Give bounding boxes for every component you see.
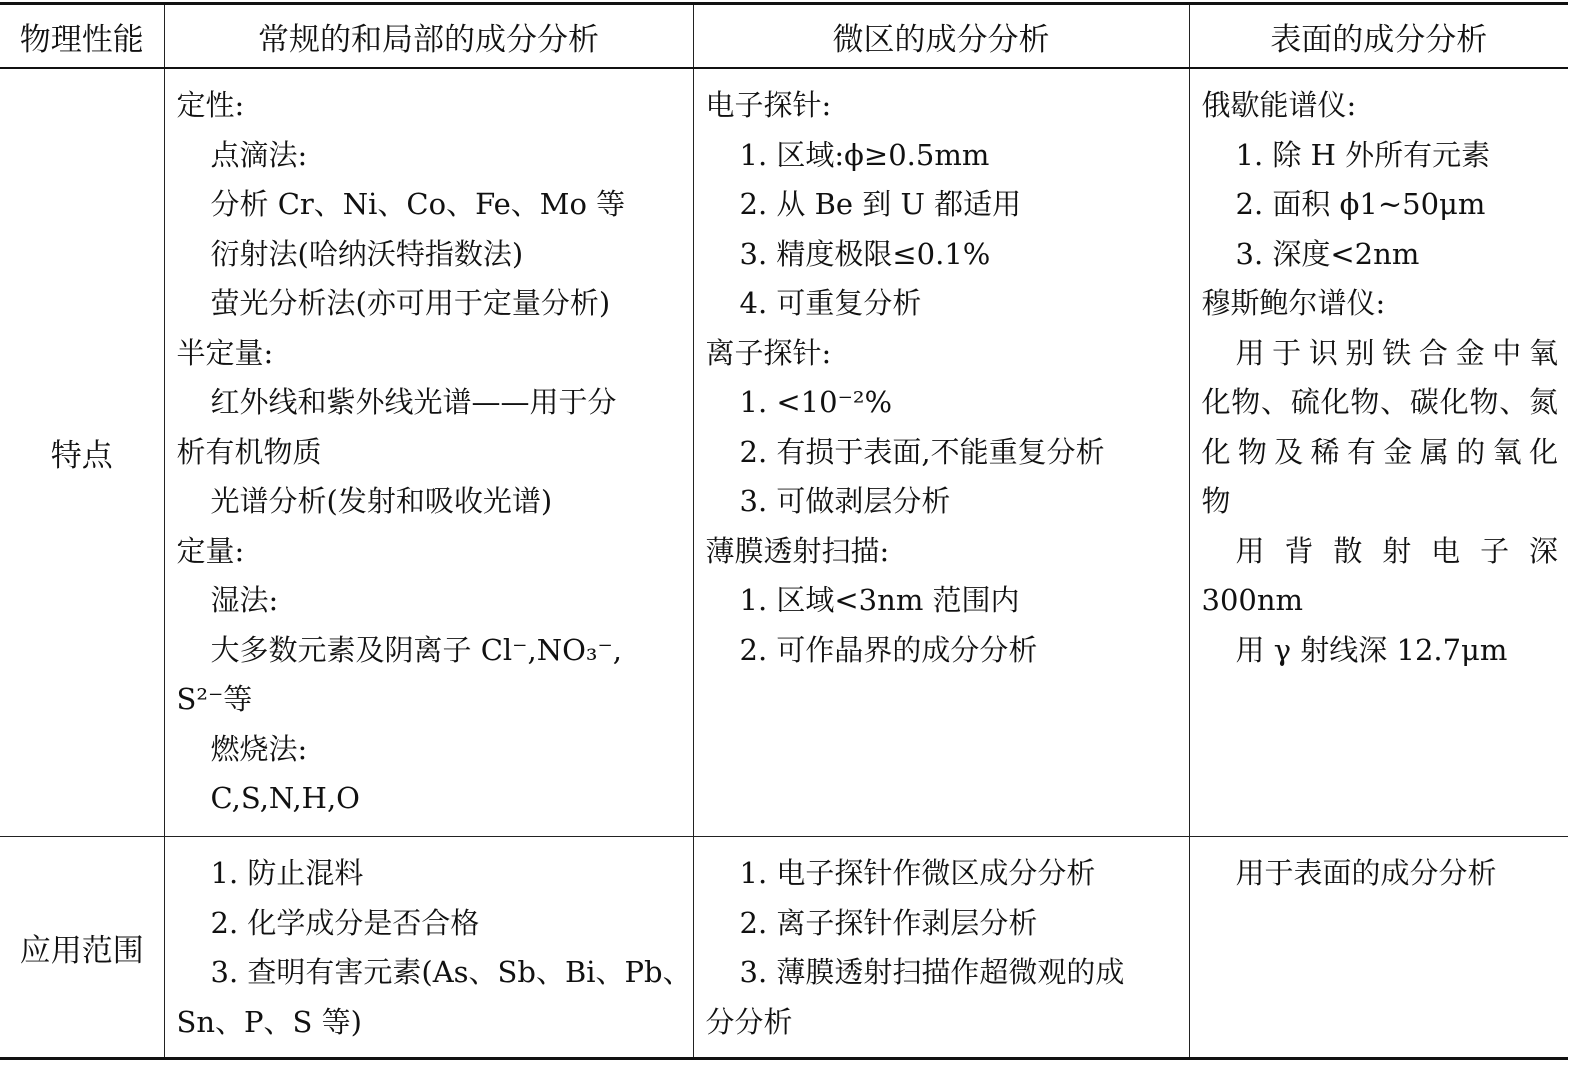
text-line: 光谱分析(发射和吸收光谱): [210, 484, 553, 518]
text-line: 用 γ 射线深 12.7μm: [1235, 632, 1508, 667]
text-line: 1. 防止混料: [210, 856, 364, 890]
application-conventional-cell: [164, 837, 693, 1059]
text-line: 3. 可做剥层分析: [739, 484, 951, 518]
application-microarea-cell: [693, 837, 1189, 1059]
text-line: 分析 Cr、Ni、Co、Fe、Mo 等: [210, 187, 626, 221]
text-line: 电子探针:: [705, 88, 832, 122]
text-line: 穆斯鲍尔谱仪:: [1201, 286, 1386, 320]
text-line: 离子探针:: [705, 335, 832, 370]
header-microarea-analysis: 微区的成分分析: [693, 4, 1189, 69]
features-conventional-cell: [164, 68, 693, 837]
text-line: 燃烧法:: [210, 731, 308, 766]
header-row: [0, 4, 1568, 69]
text-line: 1. <10⁻²%: [739, 385, 893, 419]
row-features: [0, 68, 1568, 837]
features-surface-cell: [1189, 68, 1568, 837]
text-line: 薄膜透射扫描:: [705, 533, 890, 568]
text-line: 1. 电子探针作微区成分分析: [739, 856, 1096, 890]
text-line: 2. 面积 ϕ1~50μm: [1235, 187, 1486, 221]
application-surface-cell: [1189, 837, 1568, 1059]
text-line: 用于识别铁合金中氧: [1235, 335, 1558, 370]
text-line: 1. 区域<3nm 范围内: [739, 583, 1020, 617]
header-surface-analysis: 表面的成分分析: [1189, 4, 1568, 69]
text-line: 用于表面的成分分析: [1235, 856, 1497, 890]
text-line: 3. 精度极限≤0.1%: [739, 236, 991, 271]
text-line: 定性:: [176, 88, 245, 122]
text-line: 2. 离子探针作剥层分析: [739, 905, 1038, 940]
text-line: 2. 有损于表面,不能重复分析: [739, 434, 1105, 469]
text-line: 萤光分析法(亦可用于定量分析): [210, 286, 611, 320]
text-line: S²⁻等: [176, 682, 253, 716]
text-line: 物: [1201, 484, 1231, 518]
text-line: 定量:: [176, 533, 245, 568]
row-label-application: 应用范围: [0, 837, 164, 1059]
features-microarea-cell: [693, 68, 1189, 837]
text-line: 析有机物质: [176, 434, 322, 469]
text-line: 大多数元素及阴离子 Cl⁻,NO₃⁻,: [210, 632, 623, 667]
text-line: 1. 除 H 外所有元素: [1235, 137, 1491, 172]
row-label-features: 特点: [0, 68, 164, 837]
text-line: 点滴法:: [210, 137, 308, 172]
text-line: 湿法:: [210, 583, 279, 617]
text-line: 3. 查明有害元素(As、Sb、Bi、Pb、: [210, 955, 692, 989]
text-line: 3. 薄膜透射扫描作超微观的成: [739, 955, 1125, 989]
text-line: 3. 深度<2nm: [1235, 236, 1420, 271]
text-line: 半定量:: [176, 335, 274, 370]
header-conventional-analysis: 常规的和局部的成分分析: [164, 4, 693, 69]
text-line: 红外线和紫外线光谱——用于分: [210, 385, 617, 419]
analysis-methods-table: [0, 2, 1568, 1060]
text-line: 2. 化学成分是否合格: [210, 905, 480, 940]
header-physical-property: 物理性能: [0, 4, 164, 69]
text-line: Sn、P、S 等): [176, 1004, 362, 1039]
text-line: 用背散射电子深: [1235, 533, 1558, 568]
text-line: 化物及稀有金属的氧化: [1201, 434, 1558, 469]
text-line: 300nm: [1201, 583, 1304, 617]
text-line: 化物、硫化物、碳化物、氮: [1201, 385, 1558, 419]
text-line: 分分析: [705, 1004, 793, 1039]
text-line: 2. 可作晶界的成分分析: [739, 632, 1038, 667]
text-line: C,S,N,H,O: [210, 781, 360, 815]
text-line: 2. 从 Be 到 U 都适用: [739, 187, 1022, 221]
text-line: 4. 可重复分析: [739, 286, 922, 320]
row-application-scope: [0, 837, 1568, 1059]
text-line: 衍射法(哈纳沃特指数法): [210, 236, 524, 271]
text-line: 1. 区域:ϕ≥0.5mm: [739, 137, 990, 172]
text-line: 俄歇能谱仪:: [1201, 88, 1357, 122]
